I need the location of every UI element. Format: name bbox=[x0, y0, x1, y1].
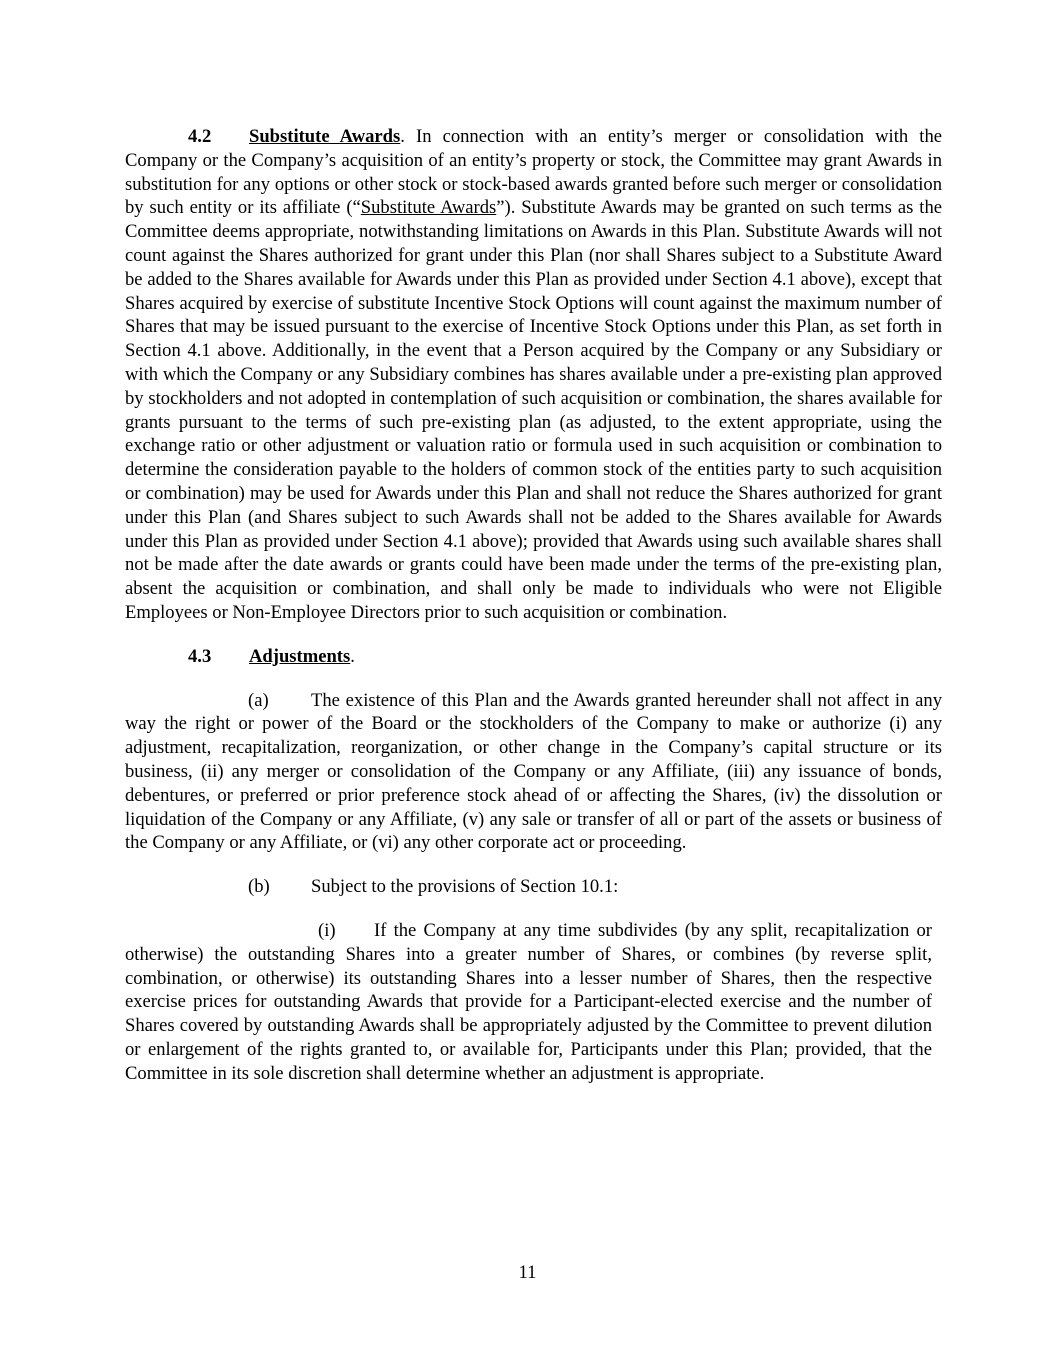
section-4-3-b-i-paragraph bbox=[125, 919, 932, 1086]
section-4-3-title: Adjustments bbox=[249, 645, 351, 667]
section-4-2-text-2: ”). Substitute Awards may be granted on such terms as the Committee deems appropriate, notwithstanding limitations on Awards in this Plan. Substitute Awards will not count against the Shares authorized for grant under this Plan (nor shall Shares subject to a Substitute Award be added to the Shares available for Awards under this Plan as provided under Section 4.1 above), except that Shares acquired by exercise of substitute Incentive Stock Options will count against the maximum number of Shares that may be issued pursuant to the exercise of Incentive Stock Options under this Plan, as set forth in Section 4.1 above. Additionally, in the event that a Person acquired by the Company or any Subsidiary or with which the Company or any Subsidiary combines has shares available under a pre-existing plan approved by stockholders and not adopted in contemplation of such acquisition or combination, the shares available for grants pursuant to the terms of such pre-existing plan (as adjusted, to the extent appropriate, using the exchange ratio or other adjustment or valuation ratio or formula used in such acquisition or combination to determine the consideration payable to the holders of common stock of the entities party to such acquisition or combination) may be used for Awards under this Plan and shall not reduce the Shares authorized for grant under this Plan (and Shares subject to such Awards shall not be added to the Shares available for Awards under this Plan as provided under Section 4.1 above); provided that Awards using such available shares shall not be made after the date awards or grants could have been made under the terms of the pre-existing plan, absent the acquisition or combination, and shall only be made to individuals who were not Eligible Employees or Non-Employee Directors prior to such acquisition or combination. bbox=[125, 197, 942, 623]
section-4-3-heading bbox=[125, 645, 942, 669]
page-number: 11 bbox=[518, 1262, 537, 1283]
para-b-i-text: If the Company at any time subdivides (by any split, recapitalization or otherwise) the outstanding Shares into a greater number of Shares, or combines (by reverse split, combination, or otherwise) its outstanding Shares into a lesser number of Shares, then the respective exercise prices for outstanding Awards that provide for a Participant-elected exercise and the number of Shares covered by outstanding Awards shall be appropriately adjusted by the Committee to prevent dilution or enlargement of the rights granted to, or available for, Participants under this Plan; provided, that the Committee in its sole discretion shall determine whether an adjustment is appropriate. bbox=[125, 919, 932, 1084]
section-4-2-title: Substitute Awards bbox=[249, 126, 401, 147]
para-b-label: (b) bbox=[248, 876, 270, 898]
para-a-label: (a) bbox=[248, 689, 269, 711]
section-4-3-title-period: . bbox=[350, 645, 355, 667]
para-a-text: The existence of this Plan and the Awards granted hereunder shall not affect in any way the right or power of the Board or the stockholders of the Company to make or authorize (i) any adjustment, recapitalization, reorganization, or other change in the Company’s capital structure or its business, (ii) any merger or consolidation of the Company or any Affiliate, (iii) any issuance of bonds, debentures, or preferred or prior preference stock ahead of or affecting the Shares, (iv) the dissolution or liquidation of the Company or any Affiliate, (v) any sale or transfer of all or part of the assets or business of the Company or any Affiliate, or (vi) any other corporate act or proceeding. bbox=[125, 689, 942, 854]
substitute-awards-defined-term: Substitute Awards bbox=[360, 197, 497, 219]
para-b-text: Subject to the provisions of Section 10.1: bbox=[311, 876, 619, 898]
section-4-2-text-1: . In connection with an entity’s merger or consolidation with the Company or the Company’s acquisition of an entity’s property or stock, the Committee may grant Awards in substitution for any options or other stock or stock-based awards granted before such merger or consolidation by such entity or its affiliate (“ bbox=[125, 126, 942, 219]
section-4-2-paragraph bbox=[125, 125, 942, 625]
section-4-3-a-paragraph bbox=[125, 689, 942, 856]
section-4-3-number: 4.3 bbox=[188, 645, 212, 667]
section-4-3-b-paragraph bbox=[125, 875, 942, 899]
para-b-i-label: (i) bbox=[318, 919, 336, 941]
document-page bbox=[125, 125, 942, 1085]
section-4-2-number: 4.2 bbox=[188, 126, 212, 147]
